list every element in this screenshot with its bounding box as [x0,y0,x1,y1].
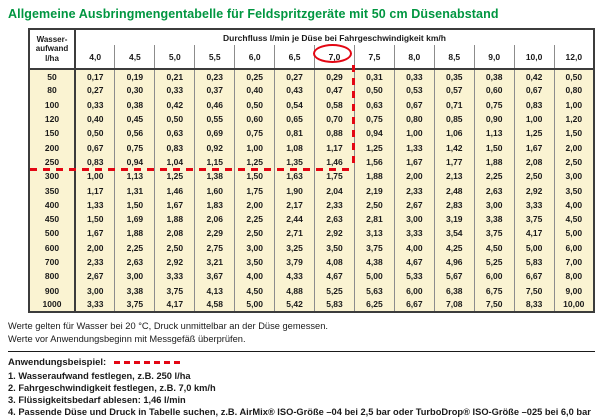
flow-value-cell: 1,46 [315,155,355,169]
flow-value-cell: 2,00 [235,198,275,212]
flow-value-cell: 1,04 [155,155,195,169]
flow-value-cell: 0,40 [235,83,275,97]
flow-value-cell: 4,88 [275,283,315,297]
flow-value-cell: 2,08 [155,226,195,240]
flow-value-cell: 8,33 [514,298,554,312]
water-rate-header-line3: l/ha [45,53,59,63]
example-heading-row [8,357,594,368]
flow-value-cell: 0,43 [275,83,315,97]
flow-value-cell: 3,38 [115,283,155,297]
table-row [29,169,594,183]
table-body [29,69,594,312]
flow-value-cell: 3,75 [115,298,155,312]
table-row [29,112,594,126]
flow-value-cell: 3,33 [394,226,434,240]
flow-value-cell: 0,94 [354,126,394,140]
flow-value-cell: 2,63 [315,212,355,226]
flow-value-cell: 0,75 [235,126,275,140]
flow-value-cell: 1,75 [235,183,275,197]
flow-value-cell: 5,63 [354,283,394,297]
flow-value-cell: 0,35 [434,69,474,83]
flow-value-cell: 1,33 [394,140,434,154]
flow-value-cell: 0,75 [115,140,155,154]
speed-header: 6,5 [275,45,315,69]
speed-header: 7,0 [315,45,355,69]
flow-value-cell: 6,00 [394,283,434,297]
flow-value-cell: 0,85 [434,112,474,126]
flow-value-cell: 0,50 [235,98,275,112]
flow-value-cell: 4,58 [195,298,235,312]
water-rate-cell: 150 [29,126,75,140]
flow-value-cell: 3,67 [195,269,235,283]
speed-header: 12,0 [554,45,594,69]
water-rate-cell: 80 [29,83,75,97]
flow-group-header: Durchfluss l/min je Düse bei Fahrgeschwindigkeit km/h [75,29,594,45]
speed-header: 10,0 [514,45,554,69]
flow-value-cell: 1,67 [75,226,115,240]
flow-value-cell: 0,65 [275,112,315,126]
application-rate-table [28,28,595,313]
flow-value-cell: 3,50 [235,255,275,269]
flow-value-cell: 10,00 [554,298,594,312]
water-rate-cell: 120 [29,112,75,126]
flow-value-cell: 4,00 [394,241,434,255]
flow-value-cell: 4,50 [474,241,514,255]
flow-value-cell: 6,75 [474,283,514,297]
flow-value-cell: 3,25 [275,241,315,255]
flow-value-cell: 1,88 [155,212,195,226]
flow-value-cell: 2,06 [195,212,235,226]
flow-value-cell: 0,83 [514,98,554,112]
note-line-1: Werte gelten für Wasser bei 20 °C, Druck unmittelbar an der Düse gemessen. [8,321,328,332]
table-row [29,140,594,154]
water-rate-cell: 800 [29,269,75,283]
flow-value-cell: 0,46 [195,98,235,112]
flow-value-cell: 2,13 [434,169,474,183]
flow-value-cell: 2,81 [354,212,394,226]
flow-value-cell: 2,25 [235,212,275,226]
table-row [29,155,594,169]
flow-value-cell: 0,50 [354,83,394,97]
table-row [29,83,594,97]
flow-value-cell: 0,19 [115,69,155,83]
flow-value-cell: 1,67 [394,155,434,169]
flow-value-cell: 0,27 [275,69,315,83]
flow-value-cell: 3,75 [514,212,554,226]
flow-value-cell: 4,96 [434,255,474,269]
flow-value-cell: 0,75 [354,112,394,126]
flow-value-cell: 0,67 [514,83,554,97]
flow-value-cell: 0,42 [514,69,554,83]
flow-value-cell: 1,00 [75,169,115,183]
table-row [29,255,594,269]
table-row [29,183,594,197]
speed-header-row [29,45,594,69]
flow-value-cell: 1,20 [554,112,594,126]
flow-value-cell: 2,75 [195,241,235,255]
flow-value-cell: 2,67 [394,198,434,212]
flow-value-cell: 3,00 [115,269,155,283]
flow-value-cell: 1,25 [155,169,195,183]
speed-header: 8,0 [394,45,434,69]
flow-value-cell: 5,25 [474,255,514,269]
speed-header: 9,0 [474,45,514,69]
flow-value-cell: 0,42 [155,98,195,112]
example-step-2: 2. Fahrgeschwindigkeit festlegen, z.B. 7,0 km/h [8,383,216,394]
flow-value-cell: 1,83 [195,198,235,212]
flow-value-cell: 6,67 [394,298,434,312]
flow-value-cell: 1,75 [315,169,355,183]
flow-value-cell: 0,23 [195,69,235,83]
table-row [29,226,594,240]
flow-value-cell: 1,17 [315,140,355,154]
flow-value-cell: 3,50 [554,183,594,197]
water-rate-cell: 600 [29,241,75,255]
water-rate-cell: 400 [29,198,75,212]
flow-value-cell: 1,56 [354,155,394,169]
application-rate-table-wrap [28,28,595,313]
speed-header: 6,0 [235,45,275,69]
flow-value-cell: 0,29 [315,69,355,83]
flow-value-cell: 3,33 [514,198,554,212]
flow-value-cell: 6,38 [434,283,474,297]
flow-value-cell: 1,88 [474,155,514,169]
flow-value-cell: 0,71 [434,98,474,112]
flow-value-cell: 6,00 [474,269,514,283]
flow-value-cell: 0,75 [474,98,514,112]
flow-value-cell: 1,00 [394,126,434,140]
flow-value-cell: 1,17 [75,183,115,197]
table-row [29,98,594,112]
flow-value-cell: 1,00 [514,112,554,126]
flow-value-cell: 0,54 [275,98,315,112]
flow-value-cell: 1,50 [235,169,275,183]
flow-value-cell: 2,19 [354,183,394,197]
flow-value-cell: 2,25 [474,169,514,183]
flow-value-cell: 6,00 [554,241,594,255]
notes [8,320,594,345]
flow-value-cell: 0,38 [474,69,514,83]
water-rate-cell: 900 [29,283,75,297]
speed-header: 5,0 [155,45,195,69]
flow-value-cell: 0,92 [195,140,235,154]
flow-value-cell: 0,53 [394,83,434,97]
flow-value-cell: 2,50 [155,241,195,255]
example-steps [8,371,594,419]
flow-value-cell: 3,50 [315,241,355,255]
flow-value-cell: 3,54 [434,226,474,240]
flow-value-cell: 3,13 [354,226,394,240]
flow-value-cell: 2,25 [115,241,155,255]
flow-value-cell: 5,25 [315,283,355,297]
flow-value-cell: 4,17 [155,298,195,312]
flow-value-cell: 0,80 [394,112,434,126]
flow-value-cell: 0,83 [75,155,115,169]
flow-value-cell: 1,67 [155,198,195,212]
flow-value-cell: 2,63 [474,183,514,197]
flow-value-cell: 5,33 [394,269,434,283]
water-rate-cell: 300 [29,169,75,183]
flow-value-cell: 2,29 [195,226,235,240]
flow-value-cell: 1,67 [514,140,554,154]
flow-value-cell: 1,50 [75,212,115,226]
flow-value-cell: 0,55 [195,112,235,126]
flow-value-cell: 4,38 [354,255,394,269]
flow-value-cell: 3,00 [75,283,115,297]
water-rate-header-line2: aufwand [35,44,69,54]
flow-value-cell: 0,88 [315,126,355,140]
table-row [29,269,594,283]
flow-value-cell: 1,33 [75,198,115,212]
flow-value-cell: 3,00 [235,241,275,255]
flow-value-cell: 0,17 [75,69,115,83]
flow-value-cell: 0,40 [75,112,115,126]
flow-value-cell: 0,83 [155,140,195,154]
flow-value-cell: 2,00 [554,140,594,154]
water-rate-cell: 100 [29,98,75,112]
flow-value-cell: 0,70 [315,112,355,126]
flow-value-cell: 3,21 [195,255,235,269]
flow-value-cell: 1,50 [554,126,594,140]
flow-value-cell: 2,00 [394,169,434,183]
table-row [29,241,594,255]
flow-value-cell: 0,47 [315,83,355,97]
flow-value-cell: 6,25 [354,298,394,312]
flow-value-cell: 1,00 [235,140,275,154]
speed-header: 4,0 [75,45,115,69]
speed-header: 5,5 [195,45,235,69]
flow-value-cell: 2,08 [514,155,554,169]
flow-value-cell: 1,42 [434,140,474,154]
flow-value-cell: 2,92 [315,226,355,240]
flow-value-cell: 2,50 [514,169,554,183]
flow-value-cell: 1,88 [354,169,394,183]
flow-value-cell: 2,83 [434,198,474,212]
flow-value-cell: 4,13 [195,283,235,297]
flow-value-cell: 5,00 [235,298,275,312]
flow-value-cell: 2,48 [434,183,474,197]
water-rate-header-line1: Wasser- [36,34,68,44]
flow-value-cell: 4,50 [235,283,275,297]
table-row [29,126,594,140]
flow-value-cell: 2,17 [275,198,315,212]
water-rate-cell: 500 [29,226,75,240]
flow-value-cell: 4,67 [394,255,434,269]
flow-value-cell: 1,25 [354,140,394,154]
flow-value-cell: 2,92 [155,255,195,269]
speed-header: 8,5 [434,45,474,69]
flow-value-cell: 0,60 [235,112,275,126]
water-rate-cell: 200 [29,140,75,154]
flow-value-cell: 0,31 [354,69,394,83]
flow-value-cell: 1,08 [275,140,315,154]
flow-value-cell: 1,00 [554,98,594,112]
flow-value-cell: 2,33 [394,183,434,197]
flow-value-cell: 4,00 [554,198,594,212]
flow-value-cell: 1,06 [434,126,474,140]
flow-value-cell: 1,15 [195,155,235,169]
flow-value-cell: 0,30 [115,83,155,97]
flow-value-cell: 4,08 [315,255,355,269]
flow-value-cell: 0,25 [235,69,275,83]
flow-value-cell: 3,33 [75,298,115,312]
flow-value-cell: 1,90 [275,183,315,197]
note-line-2: Werte vor Anwendungsbeginn mit Messgefäß überprüfen. [8,334,246,345]
flow-value-cell: 0,81 [275,126,315,140]
example-step-1: 1. Wasseraufwand festlegen, z.B. 250 l/ha [8,371,191,382]
flow-value-cell: 0,80 [554,83,594,97]
flow-value-cell: 0,57 [434,83,474,97]
flow-value-cell: 5,67 [434,269,474,283]
flow-value-cell: 7,08 [434,298,474,312]
flow-value-cell: 7,50 [474,298,514,312]
flow-value-cell: 0,45 [115,112,155,126]
water-rate-cell: 700 [29,255,75,269]
flow-value-cell: 2,04 [315,183,355,197]
flow-value-cell: 5,83 [315,298,355,312]
flow-value-cell: 2,33 [75,255,115,269]
flow-value-cell: 5,83 [514,255,554,269]
water-rate-cell: 450 [29,212,75,226]
flow-value-cell: 0,63 [354,98,394,112]
flow-value-cell: 0,50 [155,112,195,126]
flow-value-cell: 0,33 [155,83,195,97]
flow-value-cell: 4,17 [514,226,554,240]
flow-value-cell: 9,00 [554,283,594,297]
flow-value-cell: 2,33 [315,198,355,212]
flow-value-cell: 3,00 [394,212,434,226]
flow-value-cell: 0,27 [75,83,115,97]
section-divider [8,351,595,352]
speed-header: 7,5 [354,45,394,69]
table-row [29,298,594,312]
flow-value-cell: 0,37 [195,83,235,97]
flow-value-cell: 0,63 [155,126,195,140]
flow-value-cell: 4,67 [315,269,355,283]
example-heading: Anwendungsbeispiel: [8,357,107,369]
flow-value-cell: 1,60 [195,183,235,197]
flow-value-cell: 1,88 [115,226,155,240]
flow-value-cell: 6,67 [514,269,554,283]
water-rate-cell: 1000 [29,298,75,312]
flow-value-cell: 4,25 [434,241,474,255]
flow-value-cell: 1,50 [115,198,155,212]
flow-value-cell: 0,67 [394,98,434,112]
flow-value-cell: 1,77 [434,155,474,169]
water-rate-cell: 50 [29,69,75,83]
flow-value-cell: 4,50 [554,212,594,226]
flow-value-cell: 0,33 [394,69,434,83]
flow-value-cell: 3,75 [155,283,195,297]
flow-value-cell: 1,38 [195,169,235,183]
page-title: Allgemeine Ausbringmengentabelle für Feldspritzgeräte mit 50 cm Düsenabstand [8,7,499,21]
flow-value-cell: 2,63 [115,255,155,269]
flow-value-cell: 0,38 [115,98,155,112]
flow-value-cell: 8,00 [554,269,594,283]
flow-value-cell: 3,75 [474,226,514,240]
flow-value-cell: 3,00 [474,198,514,212]
flow-value-cell: 1,13 [474,126,514,140]
flow-value-cell: 5,00 [514,241,554,255]
flow-value-cell: 0,60 [474,83,514,97]
table-row [29,69,594,83]
flow-value-cell: 0,94 [115,155,155,169]
flow-value-cell: 2,50 [554,155,594,169]
water-rate-column-header [29,29,75,69]
water-rate-cell: 350 [29,183,75,197]
flow-value-cell: 1,50 [474,140,514,154]
flow-value-cell: 2,50 [354,198,394,212]
flow-value-cell: 1,63 [275,169,315,183]
flow-value-cell: 0,21 [155,69,195,83]
flow-value-cell: 1,25 [514,126,554,140]
table-row [29,212,594,226]
flow-value-cell: 3,33 [155,269,195,283]
flow-value-cell: 0,33 [75,98,115,112]
table-row [29,283,594,297]
flow-value-cell: 0,90 [474,112,514,126]
flow-value-cell: 7,00 [554,255,594,269]
flow-value-cell: 1,13 [115,169,155,183]
flow-value-cell: 2,92 [514,183,554,197]
flow-value-cell: 1,46 [155,183,195,197]
flow-value-cell: 1,31 [115,183,155,197]
flow-value-cell: 3,75 [354,241,394,255]
flow-value-cell: 1,69 [115,212,155,226]
flow-value-cell: 0,50 [75,126,115,140]
flow-value-cell: 4,00 [235,269,275,283]
flow-value-cell: 4,33 [275,269,315,283]
speed-header: 4,5 [115,45,155,69]
flow-value-cell: 3,38 [474,212,514,226]
flow-value-cell: 3,00 [554,169,594,183]
flow-value-cell: 5,00 [554,226,594,240]
flow-value-cell: 0,67 [75,140,115,154]
flow-value-cell: 0,56 [115,126,155,140]
flow-value-cell: 1,35 [275,155,315,169]
flow-value-cell: 0,50 [554,69,594,83]
flow-value-cell: 3,19 [434,212,474,226]
flow-value-cell: 5,42 [275,298,315,312]
flow-value-cell: 2,67 [75,269,115,283]
flow-value-cell: 0,69 [195,126,235,140]
example-step-3: 3. Flüssigkeitsbedarf ablesen: 1,46 l/min [8,394,186,405]
flow-value-cell: 5,00 [354,269,394,283]
flow-value-cell: 0,58 [315,98,355,112]
flow-value-cell: 2,50 [235,226,275,240]
flow-value-cell: 2,00 [75,241,115,255]
table-row [29,198,594,212]
flow-value-cell: 2,44 [275,212,315,226]
example-step-4: 4. Passende Düse und Druck in Tabelle suchen, z.B. AirMix® ISO-Größe –04 bei 2,5 bar oder TurboDrop® ISO-Größe –025 bei 6,0 bar [8,406,591,417]
flow-value-cell: 3,79 [275,255,315,269]
flow-value-cell: 7,50 [514,283,554,297]
flow-value-cell: 2,71 [275,226,315,240]
example-dash-legend [114,361,180,364]
water-rate-cell: 250 [29,155,75,169]
flow-value-cell: 1,25 [235,155,275,169]
